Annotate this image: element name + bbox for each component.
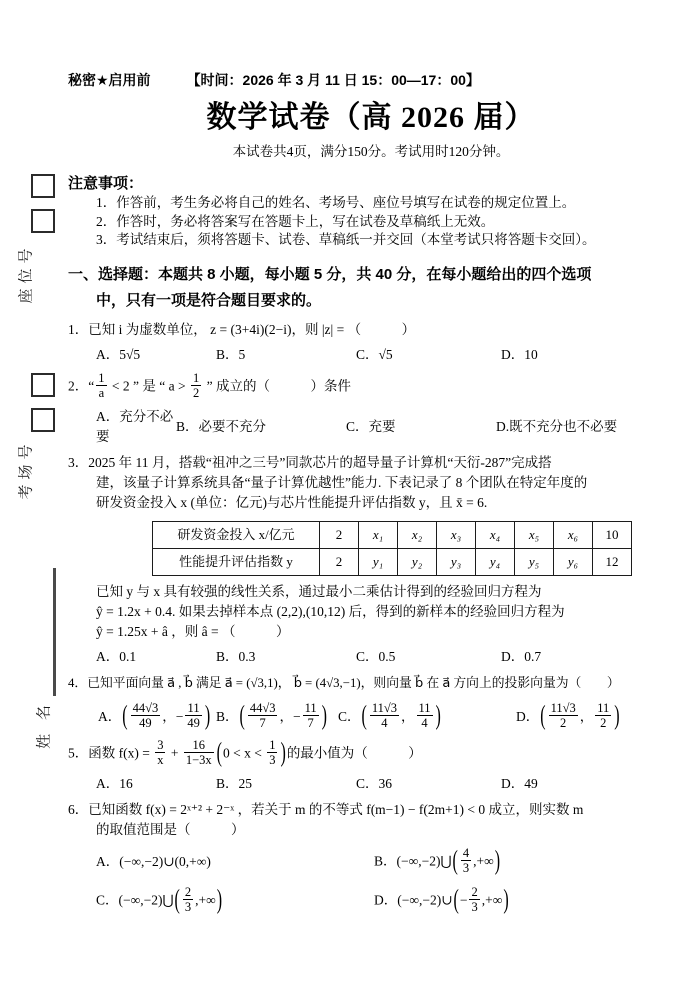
q6-option-a[interactable]: A．(−∞,−2)∪(0,+∞) xyxy=(96,854,211,869)
fraction: $\frac{1}{3}$ xyxy=(269,737,276,767)
seat-number-box-1[interactable] xyxy=(31,174,55,198)
question-3-para2: ŷ = 1.2x + 0.4. 如果去掉样本点 (2,2),(10,12) 后，得到的新样本的经验回归方程为 xyxy=(96,603,565,619)
question-6-options xyxy=(96,845,674,916)
q6-option-d[interactable]: D．(−∞,−2)∪(− $\frac{2}{3}$ ,+∞) xyxy=(374,884,509,915)
table-cell: y₄ xyxy=(476,548,515,575)
table-cell: y₁ xyxy=(359,548,398,575)
q3-option-a[interactable]: A．0.1 xyxy=(96,648,137,664)
q1-option-c[interactable]: C．√5 xyxy=(356,346,393,362)
table-cell: y₅ xyxy=(515,548,554,575)
fraction: $\frac{1}{2}$ xyxy=(192,370,200,400)
fraction: $\frac{11}{2}$ xyxy=(597,700,610,730)
q4-option-a[interactable]: A． ( $\frac{44√3}{49}$ ，− $\frac{11}{49}$ ) xyxy=(98,700,211,731)
q2-text-post: ” 成立的（ ）条件 xyxy=(206,378,351,394)
q1-option-b[interactable]: B．5 xyxy=(216,346,246,362)
q5-text-pre: 5．函数 f(x) = xyxy=(68,745,150,761)
question-6-line2: 的取值范围是（ ） xyxy=(96,821,245,837)
seat-number-box-2[interactable] xyxy=(31,209,55,233)
q5-option-c[interactable]: C．36 xyxy=(356,775,393,791)
room-number-box-1[interactable] xyxy=(31,373,55,397)
notice-item-3: 3．考试结束后，须将答题卡、试卷、草稿纸一并交回（本堂考试只将答题卡交回）。 xyxy=(96,232,596,247)
question-5-stem: 5．函数 f(x) = $\frac{3}{x}$ + $\frac{16}{1-3x}$ (0 < x < $\frac{1}{3}$ )的最小值为（ ） xyxy=(68,737,422,768)
table-row-y xyxy=(153,548,632,575)
q5-condition: 0 < x < xyxy=(223,745,262,761)
fraction: $\frac{16}{1-3x}$ xyxy=(185,737,212,767)
question-3-para3: ŷ = 1.25x + â ，则 â = （ ） xyxy=(96,623,290,639)
fraction: $\frac{11}{7}$ xyxy=(304,700,317,730)
q5-text-post: 的最小值为（ ） xyxy=(286,745,422,761)
page-title: 数学试卷（高 2026 届） xyxy=(206,101,536,134)
q5-option-d[interactable]: D．49 xyxy=(501,775,538,791)
table-cell: y₂ xyxy=(398,548,437,575)
fraction: $\frac{1}{a}$ xyxy=(98,370,105,400)
fraction: $\frac{44√3}{7}$ xyxy=(249,700,276,730)
table-cell: x₃ xyxy=(437,521,476,548)
fraction: $\frac{44√3}{49}$ xyxy=(132,700,159,730)
notice-item-2: 2．作答时，务必将答案写在答题卡上，写在试卷及草稿纸上无效。 xyxy=(96,213,495,229)
question-1-options xyxy=(96,345,674,365)
q3-option-c[interactable]: C．0.5 xyxy=(356,648,396,664)
q4-option-d[interactable]: D． ( $\frac{11√3}{2}$ ， $\frac{11}{2}$ ) xyxy=(516,700,620,731)
q6-option-c[interactable]: C．(−∞,−2)⋃( $\frac{2}{3}$ ,+∞) xyxy=(96,884,223,915)
q2-option-d[interactable]: D.既不充分也不必要 xyxy=(496,418,618,434)
table-cell: 10 xyxy=(593,521,632,548)
section1-heading-line1: 一、选择题：本题共 8 小题，每小题 5 分，共 40 分，在每小题给出的四个选项 xyxy=(68,265,592,283)
table-cell: 研发资金投入 x/亿元 xyxy=(153,521,320,548)
q3-option-b[interactable]: B．0.3 xyxy=(216,648,256,664)
q1-option-d[interactable]: D．10 xyxy=(501,346,538,362)
question-1-stem: 1．已知 i 为虚数单位， z = (3+4i)(2−i)，则 |z| = （ ） xyxy=(68,321,416,337)
question-2-stem xyxy=(68,370,674,402)
name-label: 姓 名 xyxy=(36,700,53,749)
classification-label: 秘密★启用前 xyxy=(68,72,151,88)
section1-heading-line2: 中，只有一项是符合题目要求的。 xyxy=(96,291,322,309)
fraction: $\frac{11}{4}$ xyxy=(418,700,431,730)
q4-option-c[interactable]: C． ( $\frac{11√3}{4}$ ， $\frac{11}{4}$ ) xyxy=(338,700,441,731)
table-cell: 2 xyxy=(320,521,359,548)
main-content xyxy=(68,70,674,916)
data-table xyxy=(152,521,632,576)
name-write-line[interactable] xyxy=(53,568,56,696)
table-row-x xyxy=(153,521,632,548)
table-cell: y₃ xyxy=(437,548,476,575)
table-cell: 12 xyxy=(593,548,632,575)
fraction: $\frac{4}{3}$ xyxy=(462,845,470,875)
question-3-line3: 研发资金投入 x (单位：亿元)与芯片性能提升评估指数 y，且 x̄ = 6. xyxy=(96,494,488,510)
q1-option-a[interactable]: A．5√5 xyxy=(96,346,141,362)
question-3-options xyxy=(96,647,674,667)
fraction: $\frac{11√3}{2}$ xyxy=(550,700,576,730)
q4-option-b[interactable]: B． ( $\frac{44√3}{7}$ ，− $\frac{11}{7}$ ) xyxy=(216,700,327,731)
q6-option-b[interactable]: B．(−∞,−2)⋃( $\frac{4}{3}$ ,+∞) xyxy=(374,845,501,876)
table-cell: x₂ xyxy=(398,521,437,548)
table-cell: x₆ xyxy=(554,521,593,548)
q5-plus: + xyxy=(170,745,179,761)
table-cell: x₅ xyxy=(515,521,554,548)
q2-option-c[interactable]: C．充要 xyxy=(346,418,396,434)
fraction: $\frac{3}{x}$ xyxy=(157,737,164,767)
fraction: $\frac{2}{3}$ xyxy=(471,884,478,914)
q3-option-d[interactable]: D．0.7 xyxy=(501,648,542,664)
notice-item-1: 1．作答前，考生务必将自己的姓名、考场号、座位号填写在试卷的规定位置上。 xyxy=(96,195,576,210)
q2-option-b[interactable]: B．必要不充分 xyxy=(176,418,267,434)
question-3-line1: 3．2025 年 11 月，搭载“祖冲之三号”同款芯片的超导量子计算机“天衍-287”完成搭 xyxy=(68,454,552,470)
question-5-options xyxy=(96,774,674,794)
table-cell: 性能提升评估指数 y xyxy=(153,548,320,575)
table-cell: y₆ xyxy=(554,548,593,575)
question-4-stem: 4．已知平面向量 a⃗ , b⃗ 满足 a⃗ = (√3,1)， b⃗ = (4√3,−1)，则向量 b⃗ 在 a⃗ 方向上的投影向量为（ ） xyxy=(68,675,620,690)
q2-option-a[interactable]: A．充分不必要 xyxy=(96,408,174,444)
q5-option-b[interactable]: B．25 xyxy=(216,775,253,791)
question-6-line1: 6．已知函数 f(x) = 2ˣ⁺² + 2⁻ˣ ，若关于 m 的不等式 f(m−1) − f(2m+1) < 0 成立，则实数 m xyxy=(68,801,584,817)
question-3-line2: 建，该量子计算系统具备“量子计算优越性”能力. 下表记录了 8 个团队在特定年度的 xyxy=(96,474,588,490)
q2-text-pre: 2．“ xyxy=(68,378,95,394)
q2-text-mid: < 2 ” 是 “ a > xyxy=(111,378,186,394)
header-row xyxy=(68,70,674,90)
exam-time-note: 【时间：2026 年 3 月 11 日 15：00—17：00】 xyxy=(186,72,480,88)
table-cell: 2 xyxy=(320,548,359,575)
fraction: $\frac{2}{3}$ xyxy=(184,884,192,914)
seat-number-label: 座位号 xyxy=(18,243,35,304)
fraction: $\frac{11}{49}$ xyxy=(187,700,200,730)
page-subtitle: 本试卷共4页，满分150分。考试用时120分钟。 xyxy=(232,144,510,159)
question-2-options xyxy=(96,407,674,447)
room-number-label: 考场号 xyxy=(18,439,35,500)
q5-option-a[interactable]: A．16 xyxy=(96,775,133,791)
notice-heading: 注意事项： xyxy=(68,175,144,192)
question-4-options xyxy=(98,700,674,732)
table-cell: x₁ xyxy=(359,521,398,548)
question-3-para1: 已知 y 与 x 具有较强的线性关系，通过最小二乘估计得到的经验回归方程为 xyxy=(96,583,542,599)
fraction: $\frac{11√3}{4}$ xyxy=(371,700,397,730)
table-cell: x₄ xyxy=(476,521,515,548)
